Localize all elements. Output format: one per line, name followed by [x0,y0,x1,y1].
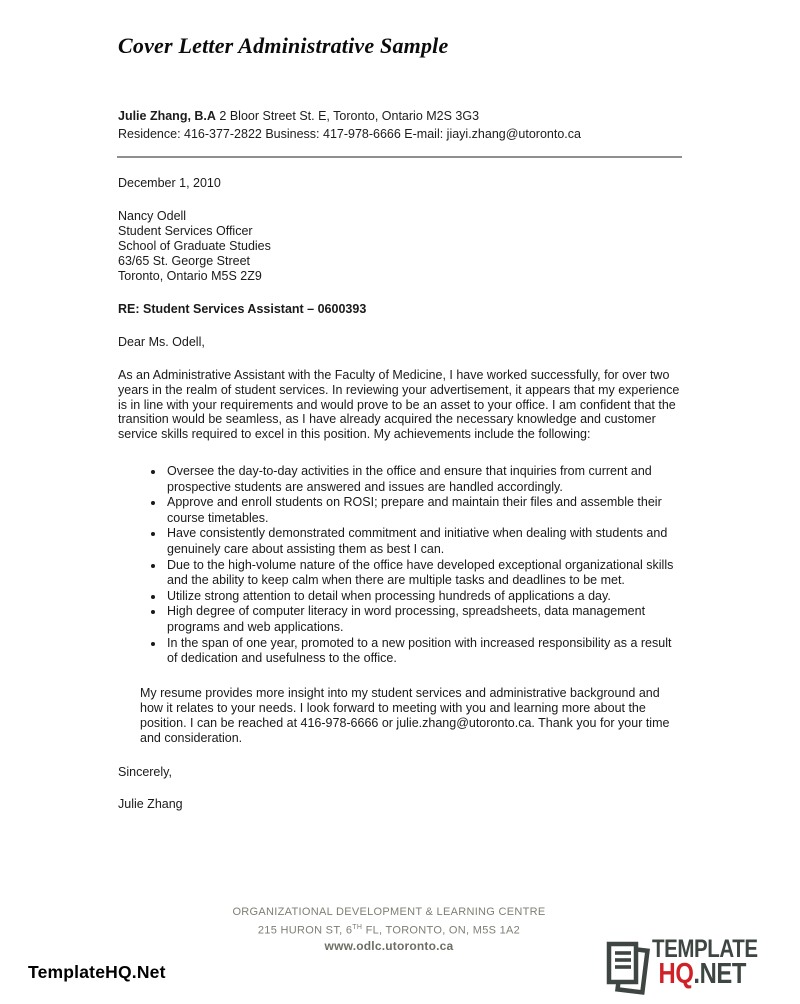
logo-word-net: .NET [693,958,746,990]
achievement-item: • Have consistently demonstrated commitment and initiative when dealing with students and genuinely care about assisting them as best I can. [165,526,685,557]
salutation: Dear Ms. Odell, [118,335,205,349]
closing-paragraph: My resume provides more insight into my student services and administrative background and how it relates to your needs. I look forward to meeting with you and learning more about the position. I can be reached at 416-978-6666 or julie.zhang@utoronto.ca. Thank you for your time and consideration. [140,685,670,746]
subject-line: RE: Student Services Assistant – 0600393 [118,302,367,316]
sender-phone-email-line: Residence: 416-377-2822 Business: 417-978-6666 E-mail: jiayi.zhang@utoronto.ca [118,127,581,141]
footer-address-ordinal: TH [352,924,363,931]
footer-website: www.odlc.utoronto.ca [324,938,454,953]
recipient-address-block [118,209,685,284]
achievement-item: • Approve and enroll students on ROSI; prepare and maintain their files and assemble their course timetables. [165,495,685,526]
logo-word-template: TEMPLATE [652,935,758,963]
divider-rule [117,156,682,158]
recipient-title: Student Services Officer [118,224,253,238]
recipient-name: Nancy Odell [118,209,187,223]
footer-address-post: FL, TORONTO, ON, M5S 1A2 [365,924,521,937]
document-title: Cover Letter Administrative Sample [118,33,449,58]
sender-street-address: 2 Bloor Street St. E, Toronto, Ontario M2S 3G3 [219,109,480,123]
signature-name: Julie Zhang [118,796,183,811]
recipient-department: School of Graduate Studies [118,239,271,253]
logo-word-hq: HQ [658,958,694,990]
recipient-street: 63/65 St. George Street [118,254,251,268]
sender-name: Julie Zhang, B.A [118,109,216,123]
footer-org-name: ORGANIZATIONAL DEVELOPMENT & LEARNING CENTRE [232,906,546,918]
achievement-item: • High degree of computer literacy in word processing, spreadsheets, data management programs and web applications. [165,604,685,635]
letter-date: December 1, 2010 [118,176,221,190]
achievement-item: • Utilize strong attention to detail when processing hundreds of applications a day. [165,589,685,605]
sender-address-line [118,107,698,125]
logo-wordmark [652,937,758,989]
intro-paragraph: As an Administrative Assistant with the Faculty of Medicine, I have worked successfully, for over two years in the realm of student services. In reviewing your advertisement, it appears that my experience is in line with your requirements and would prove to be an asset to your office. I am confident that the transition would be seamless, as I have already acquired the necessary knowledge and customer service skills required to excel in this position. My achievements include the following: [118,368,680,442]
achievement-item: • Oversee the day-to-day activities in the office and ensure that inquiries from current and prospective students are answered and issues are handled accordingly. [165,464,685,495]
logo-word-hqnet [652,960,758,989]
document-stack-icon [606,941,650,1004]
achievement-item: • Due to the high-volume nature of the office have developed exceptional organizational skills and the ability to keep calm when there are multiple tasks and deadlines to be met. [165,558,685,589]
footer-address-pre: 215 HURON ST, 6 [257,924,353,937]
letter-body [118,176,685,812]
sender-contact-block [118,107,698,143]
templatehq-logo [606,937,781,1004]
achievement-item: • In the span of one year, promoted to a new position with increased responsibility as a result of dedication and usefulness to the office. [165,636,685,667]
recipient-city: Toronto, Ontario M5S 2Z9 [118,269,262,283]
watermark-text: TemplateHQ.Net [28,962,166,982]
signoff: Sincerely, [118,764,172,779]
achievements-list [118,464,685,667]
